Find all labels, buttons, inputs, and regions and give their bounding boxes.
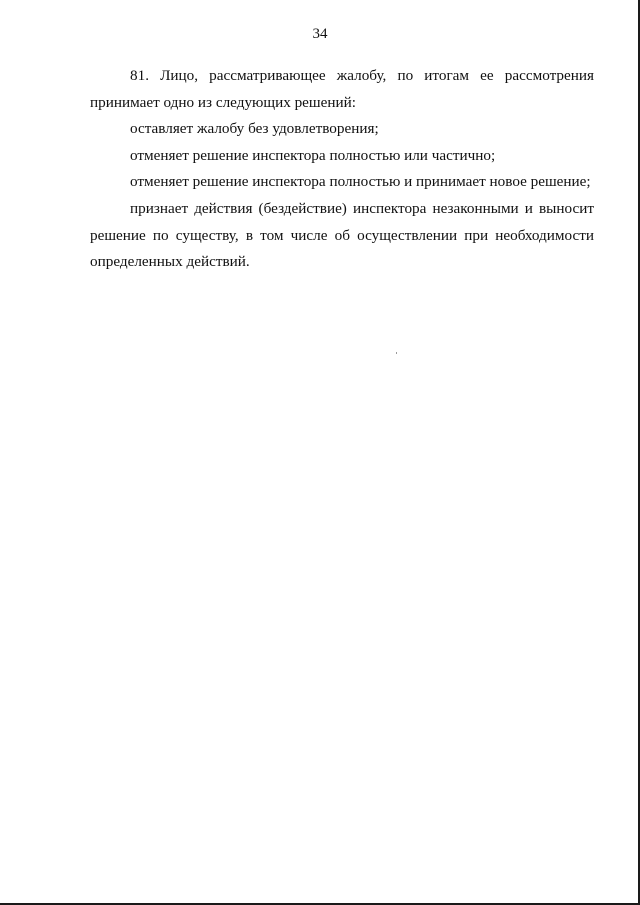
- document-body: [90, 63, 594, 276]
- paragraph-81: 81. Лицо, рассматривающее жалобу, по итогам ее рассмотрения принимает одно из следующих решений:: [90, 67, 594, 111]
- decision-item-2: отменяет решение инспектора полностью или частично;: [130, 146, 496, 164]
- decision-item-4: признает действия (бездействие) инспектора незаконными и выносит решение по существу, в том числе об осуществлении при необходимости определенных действий.: [90, 199, 594, 271]
- decision-item-1: оставляет жалобу без удовлетворения;: [130, 120, 379, 138]
- decision-item-3: отменяет решение инспектора полностью и принимает новое решение;: [130, 173, 591, 191]
- page-number: 34: [312, 26, 328, 42]
- scan-speck: [396, 352, 397, 354]
